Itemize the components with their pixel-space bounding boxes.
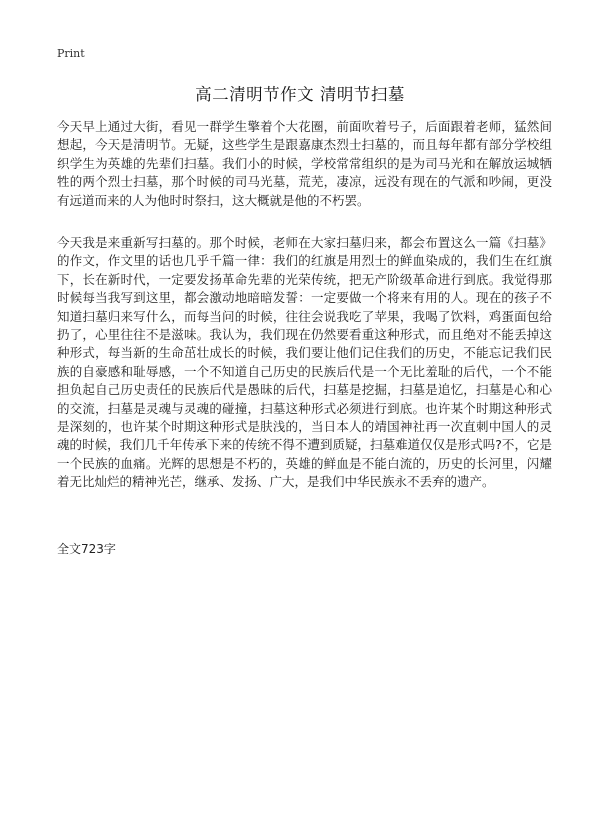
print-link[interactable]: Print (57, 47, 85, 60)
article-paragraph-1: 今天早上通过大街，看见一群学生擎着个大花圈，前面吹着号子，后面跟着老师，猛然间想起，今天是清明节。无疑，这些学生是跟嘉康杰烈士扫墓的，而且每年都有部分学校组织学生为英雄的先辈们扫墓。我们小的时候，学校常常组织的是为司马光和在解放运城牺牲的两个烈士扫墓，那个时候的司马光墓，荒芜，凄凉，远没有现在的气派和吵闹，更没有远道而来的人为他时时祭扫，这大概就是他的不朽罢。 (57, 119, 552, 208)
article-paragraph-2: 今天我是来重新写扫墓的。那个时候，老师在大家扫墓归来，都会布置这么一篇《扫墓》的作文，作文里的话也几乎千篇一律：我们的红旗是用烈士的鲜血染成的，我们生在红旗下，长在新时代，一定要发扬革命先辈的光荣传统，把无产阶级革命进行到底。我觉得那时候每当我写到这里，都会激动地暗暗发誓：一定要做一个将来有用的人。现在的孩子不知道扫墓归来写什么，而每当问的时候，往往会说我吃了苹果，我喝了饮料，鸡蛋面包给扔了，心里往往不是滋味。我认为，我们现在仍然要看重这种形式，而且绝对不能丢掉这种形式，每当新的生命茁壮成长的时候，我们要让他们记住我们的历史，不能忘记我们民族的自豪感和耻辱感，一个不知道自己历史的民族后代是一个无比羞耻的后代，一个不能担负起自己历史责任的民族后代是愚昧的后代，扫墓是挖掘，扫墓是追忆，扫墓是心和心的交流，扫墓是灵魂与灵魂的碰撞，扫墓这种形式必须进行到底。也许某个时期这种形式是深刻的，也许某个时期这种形式是肤浅的，当日本人的靖国神社再一次直刺中国人的灵魂的时候，我们几千年传承下来的传统不得不遭到质疑，扫墓难道仅仅是形式吗?不，它是一个民族的血痛。光辉的思想是不朽的，英雄的鲜血是不能白流的，历史的长河里，闪耀着无比灿烂的精神光芒，继承、发扬、广大，是我们中华民族永不丢弃的遗产。 (57, 235, 552, 490)
word-count: 全文723字 (57, 542, 116, 556)
article-title: 高二清明节作文 清明节扫墓 (195, 85, 405, 104)
